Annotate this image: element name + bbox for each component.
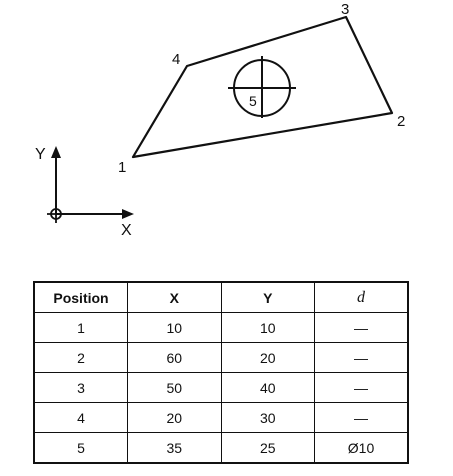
cell-x: 50 <box>128 373 222 403</box>
cell-d: Ø10 <box>315 433 409 464</box>
cell-position: 3 <box>34 373 128 403</box>
table-header-row <box>34 282 408 313</box>
axis-y-label: Y <box>35 146 46 163</box>
header-y: Y <box>221 282 315 313</box>
y-axis-arrowhead <box>51 146 61 158</box>
cell-x: 20 <box>128 403 222 433</box>
table-row <box>34 433 408 464</box>
cell-position: 1 <box>34 313 128 343</box>
header-x: X <box>128 282 222 313</box>
cell-position: 4 <box>34 403 128 433</box>
axis-x-label: X <box>121 222 132 239</box>
cell-x: 60 <box>128 343 222 373</box>
cell-y: 25 <box>221 433 315 464</box>
cell-d: — <box>315 343 409 373</box>
x-axis-arrowhead <box>122 209 134 219</box>
cell-y: 40 <box>221 373 315 403</box>
header-position: Position <box>34 282 128 313</box>
cell-d: — <box>315 313 409 343</box>
table-row <box>34 403 408 433</box>
vertex-label-3: 3 <box>341 1 350 18</box>
cell-x: 35 <box>128 433 222 464</box>
vertex-label-1: 1 <box>118 159 127 176</box>
cell-d: — <box>315 403 409 433</box>
table-row <box>34 343 408 373</box>
vertex-label-2: 2 <box>397 113 406 130</box>
cell-position: 2 <box>34 343 128 373</box>
coordinate-table <box>33 281 409 464</box>
table-row <box>34 313 408 343</box>
cell-d: — <box>315 373 409 403</box>
hole-label: 5 <box>249 93 257 109</box>
header-d: d <box>315 282 409 313</box>
table-row <box>34 373 408 403</box>
vertex-label-4: 4 <box>172 51 181 68</box>
cell-y: 20 <box>221 343 315 373</box>
cell-position: 5 <box>34 433 128 464</box>
cell-x: 10 <box>128 313 222 343</box>
cell-y: 10 <box>221 313 315 343</box>
cell-y: 30 <box>221 403 315 433</box>
